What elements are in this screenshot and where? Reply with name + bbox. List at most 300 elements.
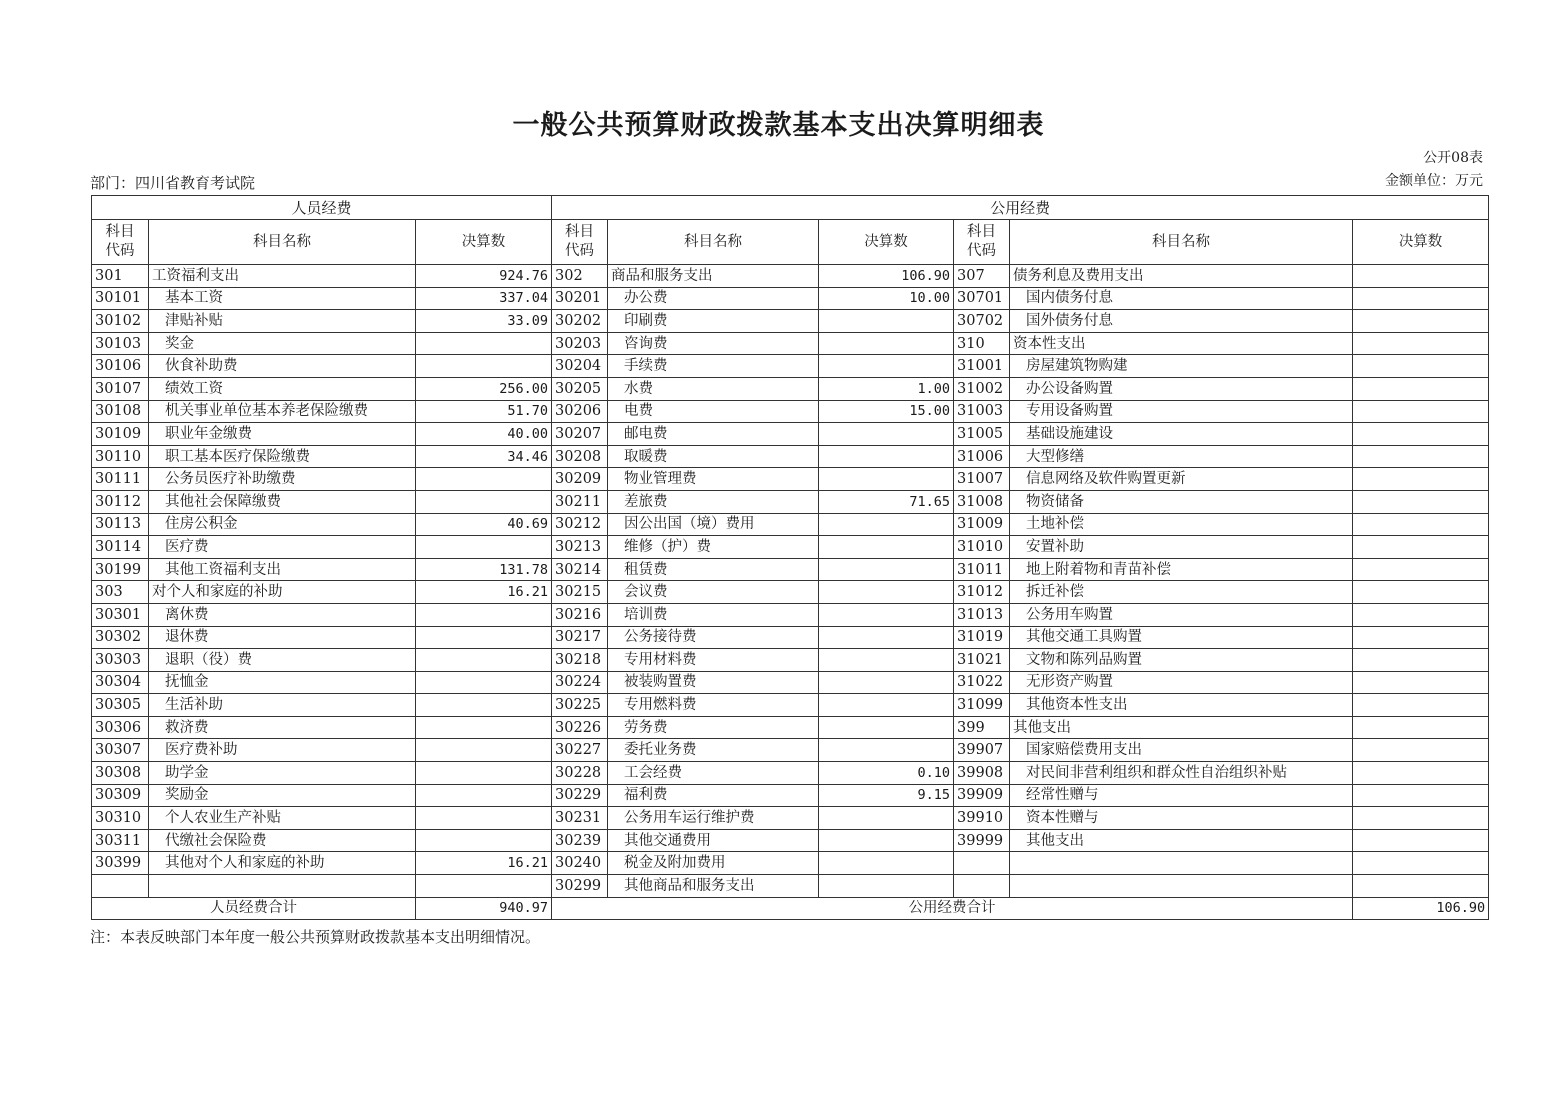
- subject-code: 30311: [92, 829, 149, 852]
- subject-name: 咨询费: [608, 332, 819, 355]
- subject-code: 30228: [552, 762, 608, 785]
- subject-name: 安置补助: [1010, 536, 1353, 559]
- final-amount: [1353, 762, 1489, 785]
- final-amount: 10.00: [819, 287, 954, 310]
- subject-code: 30106: [92, 355, 149, 378]
- subject-code: 30204: [552, 355, 608, 378]
- table-note: 注：本表反映部门本年度一般公共预算财政拨款基本支出明细情况。: [90, 928, 541, 946]
- final-amount: [1353, 468, 1489, 491]
- final-amount: [1353, 875, 1489, 898]
- subject-name: 其他支出: [1010, 829, 1353, 852]
- table-row: [92, 671, 1489, 694]
- table-row: [92, 829, 1489, 852]
- final-amount: 16.21: [416, 581, 552, 604]
- final-amount: [1353, 671, 1489, 694]
- final-amount: [1353, 332, 1489, 355]
- subject-code: 30240: [552, 852, 608, 875]
- final-amount: [416, 807, 552, 830]
- subject-code: [92, 875, 149, 898]
- final-amount: 9.15: [819, 784, 954, 807]
- subject-name: 其他交通工具购置: [1010, 626, 1353, 649]
- final-amount: [416, 649, 552, 672]
- subject-code: 30110: [92, 445, 149, 468]
- final-amount: [416, 694, 552, 717]
- subject-name: 公务用车购置: [1010, 603, 1353, 626]
- final-amount: [416, 671, 552, 694]
- subject-code: 30102: [92, 310, 149, 333]
- subject-name: 资本性赠与: [1010, 807, 1353, 830]
- final-amount: [416, 468, 552, 491]
- subject-name: 被装购置费: [608, 671, 819, 694]
- subject-code: 30114: [92, 536, 149, 559]
- final-amount: [819, 332, 954, 355]
- section-personnel-header: 人员经费: [92, 196, 552, 220]
- amount-unit-label: 金额单位：万元: [1385, 173, 1483, 189]
- subject-code: 30303: [92, 649, 149, 672]
- subject-name: 其他商品和服务支出: [608, 875, 819, 898]
- table-row: [92, 649, 1489, 672]
- subject-code: 30306: [92, 716, 149, 739]
- subject-name: [1010, 875, 1353, 898]
- subject-name: 维修（护）费: [608, 536, 819, 559]
- department-label: 部门：四川省教育考试院: [90, 174, 256, 192]
- subject-code: 30226: [552, 716, 608, 739]
- subject-name: 退职（役）费: [149, 649, 416, 672]
- final-amount: 40.69: [416, 513, 552, 536]
- subject-code: [954, 875, 1010, 898]
- final-amount: [1353, 536, 1489, 559]
- subject-code: 302: [552, 265, 608, 288]
- subject-code: 31021: [954, 649, 1010, 672]
- final-amount: [819, 649, 954, 672]
- subject-name: 水费: [608, 377, 819, 400]
- final-amount: [819, 716, 954, 739]
- form-number: 公开08表: [1423, 150, 1483, 166]
- final-amount: [819, 536, 954, 559]
- subject-code: 30308: [92, 762, 149, 785]
- subject-name: 公务接待费: [608, 626, 819, 649]
- subject-code: 30202: [552, 310, 608, 333]
- subject-name: 工资福利支出: [149, 265, 416, 288]
- column-header-code: 科目 代码: [552, 220, 608, 265]
- subject-code: 30203: [552, 332, 608, 355]
- final-amount: [819, 513, 954, 536]
- subject-name: 津贴补贴: [149, 310, 416, 333]
- final-amount: [1353, 807, 1489, 830]
- subject-name: 文物和陈列品购置: [1010, 649, 1353, 672]
- table-row: [92, 739, 1489, 762]
- subject-code: 30206: [552, 400, 608, 423]
- subject-code: 30304: [92, 671, 149, 694]
- subject-code: 31001: [954, 355, 1010, 378]
- final-amount: [416, 784, 552, 807]
- final-amount: [1353, 355, 1489, 378]
- subject-name: 医疗费补助: [149, 739, 416, 762]
- final-amount: [1353, 626, 1489, 649]
- column-header-amount: 决算数: [819, 220, 954, 265]
- subject-name: 退休费: [149, 626, 416, 649]
- subject-code: 30399: [92, 852, 149, 875]
- page-title: 一般公共预算财政拨款基本支出决算明细表: [512, 110, 1045, 141]
- column-header-code: 科目 代码: [954, 220, 1010, 265]
- subject-code: 30201: [552, 287, 608, 310]
- subject-name: 救济费: [149, 716, 416, 739]
- subject-code: 30213: [552, 536, 608, 559]
- final-amount: [819, 694, 954, 717]
- subject-name: 个人农业生产补贴: [149, 807, 416, 830]
- subject-code: 30108: [92, 400, 149, 423]
- subject-name: 国外债务付息: [1010, 310, 1353, 333]
- expenditure-detail-table: [91, 195, 1489, 920]
- final-amount: [1353, 852, 1489, 875]
- subject-code: 30229: [552, 784, 608, 807]
- table-row: [92, 626, 1489, 649]
- final-amount: 131.78: [416, 558, 552, 581]
- table-row: [92, 287, 1489, 310]
- subject-name: 其他对个人和家庭的补助: [149, 852, 416, 875]
- table-row: [92, 332, 1489, 355]
- final-amount: 16.21: [416, 852, 552, 875]
- subject-name: 国内债务付息: [1010, 287, 1353, 310]
- final-amount: 15.00: [819, 400, 954, 423]
- subject-name: 差旅费: [608, 490, 819, 513]
- subject-code: 310: [954, 332, 1010, 355]
- subject-name: 印刷费: [608, 310, 819, 333]
- table-row: [92, 468, 1489, 491]
- subject-code: 31003: [954, 400, 1010, 423]
- subject-name: 无形资产购置: [1010, 671, 1353, 694]
- subject-code: 31002: [954, 377, 1010, 400]
- subject-name: 租赁费: [608, 558, 819, 581]
- final-amount: [819, 807, 954, 830]
- subject-name: 土地补偿: [1010, 513, 1353, 536]
- subject-code: 39910: [954, 807, 1010, 830]
- final-amount: [1353, 310, 1489, 333]
- subject-name: 代缴社会保险费: [149, 829, 416, 852]
- column-header-amount: 决算数: [1353, 220, 1489, 265]
- subject-code: 301: [92, 265, 149, 288]
- subject-code: 30305: [92, 694, 149, 717]
- final-amount: [416, 603, 552, 626]
- subject-name: 房屋建筑物购建: [1010, 355, 1353, 378]
- subject-name: 工会经费: [608, 762, 819, 785]
- subject-name: 委托业务费: [608, 739, 819, 762]
- subject-code: 31022: [954, 671, 1010, 694]
- subject-name: 住房公积金: [149, 513, 416, 536]
- subject-code: 30211: [552, 490, 608, 513]
- subject-code: 30701: [954, 287, 1010, 310]
- subject-name: 信息网络及软件购置更新: [1010, 468, 1353, 491]
- final-amount: [1353, 603, 1489, 626]
- final-amount: [1353, 265, 1489, 288]
- subject-code: 31099: [954, 694, 1010, 717]
- final-amount: [819, 875, 954, 898]
- subject-name: 其他交通费用: [608, 829, 819, 852]
- final-amount: 924.76: [416, 265, 552, 288]
- subject-name: 物业管理费: [608, 468, 819, 491]
- section-header-row: [92, 196, 1489, 220]
- subject-name: 公务员医疗补助缴费: [149, 468, 416, 491]
- table-row: [92, 784, 1489, 807]
- table-row: [92, 377, 1489, 400]
- final-amount: 337.04: [416, 287, 552, 310]
- table-row: [92, 400, 1489, 423]
- section-public-header: 公用经费: [552, 196, 1489, 220]
- subject-name: 公务用车运行维护费: [608, 807, 819, 830]
- final-amount: 0.10: [819, 762, 954, 785]
- subject-name: 福利费: [608, 784, 819, 807]
- final-amount: [1353, 287, 1489, 310]
- subject-code: [954, 852, 1010, 875]
- column-header-name: 科目名称: [149, 220, 416, 265]
- subject-name: 基础设施建设: [1010, 423, 1353, 446]
- subject-name: 因公出国（境）费用: [608, 513, 819, 536]
- subject-code: 30301: [92, 603, 149, 626]
- subject-code: 30217: [552, 626, 608, 649]
- table-row: [92, 558, 1489, 581]
- subject-name: 离休费: [149, 603, 416, 626]
- subject-code: 30209: [552, 468, 608, 491]
- subject-name: 拆迁补偿: [1010, 581, 1353, 604]
- final-amount: [416, 355, 552, 378]
- subject-code: 30216: [552, 603, 608, 626]
- subject-name: 劳务费: [608, 716, 819, 739]
- table-row: [92, 603, 1489, 626]
- final-amount: 33.09: [416, 310, 552, 333]
- column-header-name: 科目名称: [1010, 220, 1353, 265]
- subject-name: [149, 875, 416, 898]
- subject-code: 31008: [954, 490, 1010, 513]
- subject-name: 助学金: [149, 762, 416, 785]
- final-amount: [1353, 829, 1489, 852]
- subject-code: 30212: [552, 513, 608, 536]
- final-amount: [416, 739, 552, 762]
- final-amount: [416, 829, 552, 852]
- final-amount: [819, 468, 954, 491]
- final-amount: [1353, 558, 1489, 581]
- table-row: [92, 536, 1489, 559]
- final-amount: [819, 423, 954, 446]
- subject-code: 30307: [92, 739, 149, 762]
- subject-code: 30103: [92, 332, 149, 355]
- public-total-value: 106.90: [1353, 897, 1489, 920]
- table-row: [92, 716, 1489, 739]
- subject-code: 30208: [552, 445, 608, 468]
- subject-name: 绩效工资: [149, 377, 416, 400]
- final-amount: [1353, 513, 1489, 536]
- subject-name: 基本工资: [149, 287, 416, 310]
- subject-code: 31019: [954, 626, 1010, 649]
- table-row: [92, 265, 1489, 288]
- subject-code: 31006: [954, 445, 1010, 468]
- subject-code: 30702: [954, 310, 1010, 333]
- final-amount: [1353, 694, 1489, 717]
- subject-name: 机关事业单位基本养老保险缴费: [149, 400, 416, 423]
- final-amount: [1353, 490, 1489, 513]
- subject-code: 39909: [954, 784, 1010, 807]
- subject-code: 31013: [954, 603, 1010, 626]
- table-row: [92, 513, 1489, 536]
- final-amount: [1353, 784, 1489, 807]
- subject-code: 31010: [954, 536, 1010, 559]
- final-amount: [416, 762, 552, 785]
- subject-code: 30207: [552, 423, 608, 446]
- final-amount: [416, 626, 552, 649]
- final-amount: [416, 536, 552, 559]
- final-amount: 106.90: [819, 265, 954, 288]
- subject-name: 电费: [608, 400, 819, 423]
- subject-code: 30112: [92, 490, 149, 513]
- final-amount: [416, 490, 552, 513]
- subject-code: 31012: [954, 581, 1010, 604]
- table-row: [92, 490, 1489, 513]
- subject-name: 地上附着物和青苗补偿: [1010, 558, 1353, 581]
- column-header-name: 科目名称: [608, 220, 819, 265]
- final-amount: 51.70: [416, 400, 552, 423]
- totals-row: [92, 897, 1489, 920]
- final-amount: [416, 875, 552, 898]
- final-amount: [819, 603, 954, 626]
- final-amount: 256.00: [416, 377, 552, 400]
- final-amount: [819, 310, 954, 333]
- final-amount: [819, 445, 954, 468]
- subject-name: 取暖费: [608, 445, 819, 468]
- final-amount: [1353, 739, 1489, 762]
- subject-code: 303: [92, 581, 149, 604]
- final-amount: [1353, 423, 1489, 446]
- subject-name: 邮电费: [608, 423, 819, 446]
- final-amount: [819, 829, 954, 852]
- final-amount: 40.00: [416, 423, 552, 446]
- subject-code: 30225: [552, 694, 608, 717]
- final-amount: [1353, 649, 1489, 672]
- subject-name: 专用设备购置: [1010, 400, 1353, 423]
- subject-code: 39907: [954, 739, 1010, 762]
- subject-code: 30109: [92, 423, 149, 446]
- table-row: [92, 762, 1489, 785]
- final-amount: [1353, 581, 1489, 604]
- subject-name: 培训费: [608, 603, 819, 626]
- personnel-total-value: 940.97: [416, 897, 552, 920]
- column-header-code: 科目 代码: [92, 220, 149, 265]
- subject-name: 专用燃料费: [608, 694, 819, 717]
- column-header-amount: 决算数: [416, 220, 552, 265]
- subject-name: 其他资本性支出: [1010, 694, 1353, 717]
- final-amount: [1353, 716, 1489, 739]
- subject-name: 大型修缮: [1010, 445, 1353, 468]
- table-row: [92, 875, 1489, 898]
- table-row: [92, 807, 1489, 830]
- final-amount: [1353, 400, 1489, 423]
- column-header-row: [92, 220, 1489, 265]
- subject-name: 职业年金缴费: [149, 423, 416, 446]
- final-amount: 71.65: [819, 490, 954, 513]
- subject-name: 其他支出: [1010, 716, 1353, 739]
- subject-name: 对个人和家庭的补助: [149, 581, 416, 604]
- subject-code: 31007: [954, 468, 1010, 491]
- subject-name: 办公设备购置: [1010, 377, 1353, 400]
- subject-code: 30101: [92, 287, 149, 310]
- subject-code: 30231: [552, 807, 608, 830]
- final-amount: [819, 739, 954, 762]
- final-amount: [416, 716, 552, 739]
- subject-code: 30113: [92, 513, 149, 536]
- subject-code: 30107: [92, 377, 149, 400]
- subject-name: 医疗费: [149, 536, 416, 559]
- table-row: [92, 310, 1489, 333]
- subject-name: 债务利息及费用支出: [1010, 265, 1353, 288]
- subject-name: 商品和服务支出: [608, 265, 819, 288]
- final-amount: 34.46: [416, 445, 552, 468]
- subject-code: 30310: [92, 807, 149, 830]
- final-amount: 1.00: [819, 377, 954, 400]
- table-row: [92, 355, 1489, 378]
- personnel-total-label: 人员经费合计: [92, 897, 416, 920]
- subject-code: 31009: [954, 513, 1010, 536]
- subject-code: 30214: [552, 558, 608, 581]
- subject-name: 抚恤金: [149, 671, 416, 694]
- subject-code: 31011: [954, 558, 1010, 581]
- final-amount: [819, 581, 954, 604]
- subject-name: 其他社会保障缴费: [149, 490, 416, 513]
- subject-name: 生活补助: [149, 694, 416, 717]
- final-amount: [819, 671, 954, 694]
- subject-name: 伙食补助费: [149, 355, 416, 378]
- table-row: [92, 423, 1489, 446]
- table-body: [92, 265, 1489, 898]
- final-amount: [819, 852, 954, 875]
- subject-code: 30224: [552, 671, 608, 694]
- final-amount: [1353, 445, 1489, 468]
- subject-code: 30299: [552, 875, 608, 898]
- subject-name: 经常性赠与: [1010, 784, 1353, 807]
- subject-name: [1010, 852, 1353, 875]
- table-row: [92, 445, 1489, 468]
- final-amount: [819, 355, 954, 378]
- subject-code: 30215: [552, 581, 608, 604]
- subject-name: 办公费: [608, 287, 819, 310]
- subject-code: 307: [954, 265, 1010, 288]
- subject-code: 30218: [552, 649, 608, 672]
- subject-name: 物资储备: [1010, 490, 1353, 513]
- final-amount: [819, 626, 954, 649]
- subject-name: 奖励金: [149, 784, 416, 807]
- subject-name: 国家赔偿费用支出: [1010, 739, 1353, 762]
- subject-name: 会议费: [608, 581, 819, 604]
- subject-code: 39999: [954, 829, 1010, 852]
- final-amount: [416, 332, 552, 355]
- subject-name: 其他工资福利支出: [149, 558, 416, 581]
- subject-name: 专用材料费: [608, 649, 819, 672]
- subject-name: 对民间非营利组织和群众性自治组织补贴: [1010, 762, 1353, 785]
- subject-code: 30227: [552, 739, 608, 762]
- subject-name: 职工基本医疗保险缴费: [149, 445, 416, 468]
- subject-code: 30111: [92, 468, 149, 491]
- subject-name: 奖金: [149, 332, 416, 355]
- subject-code: 399: [954, 716, 1010, 739]
- table-row: [92, 694, 1489, 717]
- subject-name: 税金及附加费用: [608, 852, 819, 875]
- subject-code: 31005: [954, 423, 1010, 446]
- subject-code: 30309: [92, 784, 149, 807]
- table-row: [92, 581, 1489, 604]
- subject-code: 30239: [552, 829, 608, 852]
- subject-code: 39908: [954, 762, 1010, 785]
- subject-name: 手续费: [608, 355, 819, 378]
- table-row: [92, 852, 1489, 875]
- subject-code: 30205: [552, 377, 608, 400]
- public-total-label: 公用经费合计: [552, 897, 1353, 920]
